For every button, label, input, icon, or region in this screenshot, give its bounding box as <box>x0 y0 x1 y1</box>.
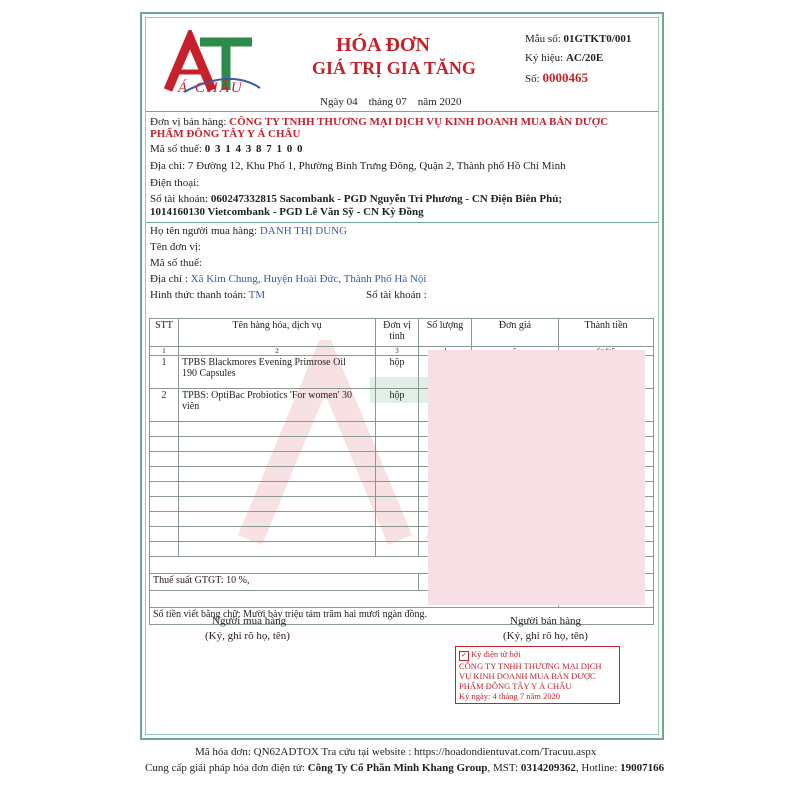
redaction-block <box>555 350 645 605</box>
buyer-account-row: Số tài khoản : <box>366 289 427 301</box>
stamp-line: PHẨM ĐÔNG TÂY Y Á CHÂU <box>459 681 572 691</box>
seller-account-line2: 1014160130 Vietcombank - PGD Lê Văn Sỹ - CN Kỳ Đồng <box>150 206 424 218</box>
stamp-date: Ký ngày: 4 tháng 7 năm 2020 <box>459 691 561 701</box>
row-product-name: TPBS Blackmores Evening Primrose Oil 190 Capsules <box>179 356 376 389</box>
seller-signature-note: (Ký, ghi rõ họ, tên) <box>503 630 588 642</box>
seller-phone-row: Điện thoại: <box>150 177 200 189</box>
footer-lookup: Mã hóa đơn: QN62ADTOX Tra cứu tại website : https://hoadondientuvat.com/Tracuu.aspx <box>195 746 597 758</box>
vat-rate: Thuế suất GTGT: 10 %, <box>150 574 419 591</box>
logo-text: Á CHÂU <box>178 80 244 96</box>
seller-name-line2: PHẨM ĐÔNG TÂY Y Á CHÂU <box>150 128 301 140</box>
col-qty: Số lượng <box>419 319 472 347</box>
symbol-row: Ký hiệu: AC/20E <box>525 52 604 64</box>
table-header <box>150 319 654 347</box>
buyer-name-row: Họ tên người mua hàng: DANH THỊ DUNG <box>150 225 348 237</box>
payment-method-row: Hình thức thanh toán: TM <box>150 289 266 301</box>
digital-signature-stamp <box>455 646 620 704</box>
divider <box>146 111 658 112</box>
stamp-line: VỤ KINH DOANH MUA BÁN DƯỢC <box>459 671 596 681</box>
lookup-link[interactable]: https://hoadondientuvat.com/Tracuu.aspx <box>414 746 597 758</box>
seller-account-row: Số tài khoản: 060247332815 Sacombank - PGD Nguyễn Tri Phương - CN Điện Biên Phủ; <box>150 193 562 205</box>
col-number: 2 <box>179 347 376 356</box>
col-total: Thành tiền <box>559 319 654 347</box>
seller-name-row: Đơn vị bán hàng: CÔNG TY TNHH THƯƠNG MẠI DỊCH VỤ KINH DOANH MUA BÁN DƯỢC <box>150 116 609 128</box>
col-stt: STT <box>150 319 179 347</box>
seller-address-row: Địa chỉ: 7 Đường 12, Khu Phố 1, Phường Bình Trưng Đông, Quận 2, Thành phố Hồ Chí Minh <box>150 160 566 172</box>
seller-signature-title: Người bán hàng <box>510 615 582 627</box>
stamp-header: ✓ Ký điện tử bởi <box>459 649 616 661</box>
invoice-title: HÓA ĐƠN <box>336 34 430 56</box>
row-stt: 1 <box>150 356 179 389</box>
invoice-date: Ngày 04 tháng 07 năm 2020 <box>320 96 462 108</box>
amount-in-words: Số tiền viết bằng chữ: Mười bảy triệu tám trăm hai mươi ngàn đồng. <box>150 608 654 625</box>
col-unit: Đơn vị tính <box>376 319 419 347</box>
col-price: Đơn giá <box>472 319 559 347</box>
footer-provider: Cung cấp giải pháp hóa đơn điện tử: Công Ty Cổ Phần Minh Khang Group, MST: 0314209362, Hotline: 19007166 <box>145 762 665 774</box>
buyer-signature-note: (Ký, ghi rõ họ, tên) <box>205 630 290 642</box>
buyer-signature-title: Người mua hàng <box>212 615 287 627</box>
col-number: 1 <box>150 347 179 356</box>
checkmark-icon: ✓ <box>459 651 469 661</box>
row-unit: hộp <box>376 356 419 389</box>
invoice-number-row: Số: 0000465 <box>525 70 588 85</box>
divider <box>146 222 658 223</box>
row-stt: 2 <box>150 389 179 422</box>
stamp-line: CÔNG TY TNHH THƯƠNG MẠI DỊCH <box>459 661 602 671</box>
col-name: Tên hàng hóa, dịch vụ <box>179 319 376 347</box>
col-number: 3 <box>376 347 419 356</box>
buyer-address-row: Địa chỉ : Xã Kim Chung, Huyện Hoài Đức, Thành Phố Hà Nội <box>150 273 427 285</box>
buyer-tax-row: Mã số thuế: <box>150 257 202 269</box>
row-product-name: TPBS: OptiBac Probiotics 'For women' 30 viên <box>179 389 376 422</box>
invoice-subtitle: GIÁ TRỊ GIA TĂNG <box>312 58 476 78</box>
template-row: Mẫu số: 01GTKT0/001 <box>525 33 632 45</box>
row-unit: hộp <box>376 389 419 422</box>
buyer-unit-row: Tên đơn vị: <box>150 241 202 253</box>
seller-tax-row: Mã số thuế: 0 3 1 4 3 8 7 1 0 0 <box>150 143 304 155</box>
